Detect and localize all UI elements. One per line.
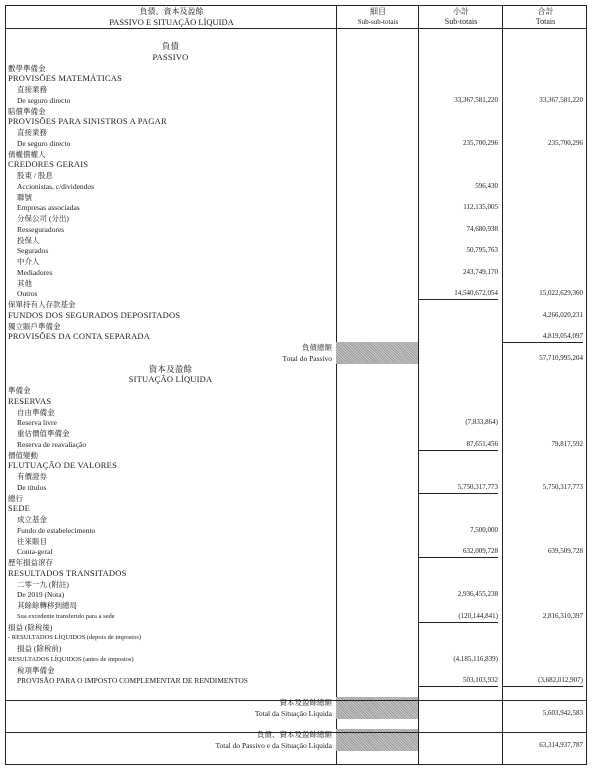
table-row	[5, 52, 587, 63]
row-label: Outros	[17, 289, 38, 299]
row-label: FUNDOS DOS SEGURADOS DEPOSITADOS	[8, 309, 181, 320]
row-label: 負債總額	[302, 343, 332, 352]
table-row	[5, 697, 587, 708]
table-row	[5, 396, 587, 407]
row-label: Total da Situação Líquida	[254, 708, 332, 718]
table-row	[5, 116, 587, 127]
table-row	[5, 579, 587, 590]
total-value: (3,682,012,907)	[502, 675, 583, 687]
table-row	[5, 267, 587, 278]
row-label: 自由準備金	[17, 407, 55, 417]
header-totais	[503, 6, 588, 29]
table-row	[5, 407, 587, 418]
table-row	[5, 342, 587, 353]
table-row	[5, 600, 587, 611]
total-value: 63,314,937,787	[539, 740, 583, 749]
row-label: De seguro directo	[17, 95, 71, 105]
table-row	[5, 729, 587, 740]
table-row	[5, 95, 587, 106]
row-label: 其餘餘轉移到總局	[17, 601, 77, 610]
section-divider	[5, 732, 587, 733]
table-row	[5, 288, 587, 299]
table-row	[5, 138, 587, 149]
row-label: 重估價值準備金	[17, 429, 70, 438]
row-label: RESULTADOS LÍQUIDOS (antes de impostos)	[8, 655, 134, 663]
header-passivo-pt: PASSIVO E SITUAÇÃO LÍQUIDA	[109, 17, 234, 27]
table-row	[5, 331, 587, 342]
row-label: 中介人	[17, 257, 40, 266]
table-row	[5, 385, 587, 396]
row-label: Accionistas, c/dividendos	[17, 181, 95, 191]
row-label: 總行	[8, 493, 23, 503]
row-label: Empresas associadas	[17, 203, 80, 213]
section-divider	[5, 700, 587, 701]
total-value: 5,750,317,773	[542, 482, 583, 491]
table-row	[5, 149, 587, 160]
table-row	[5, 417, 587, 428]
table-row	[5, 675, 587, 686]
shaded-cell	[336, 697, 418, 708]
row-label: Reserva de reavaliação	[17, 439, 87, 449]
table-row	[5, 622, 587, 633]
row-label: 賠償準備金	[8, 106, 46, 116]
row-label: De títulos	[17, 482, 47, 492]
row-label: Conta-geral	[17, 547, 53, 557]
sub-total-value: 50,795,763	[466, 246, 498, 255]
row-label: RESULTADOS TRANSITADOS	[8, 567, 127, 578]
row-label: Total do Passivo	[282, 353, 332, 363]
table-row	[5, 84, 587, 95]
row-label: 投保人	[17, 235, 40, 245]
row-label: 稅項準備金	[17, 665, 55, 675]
total-value: 2,816,310,397	[542, 611, 583, 620]
table-row	[5, 740, 587, 751]
header-sub-pt: Sub-totais	[444, 17, 478, 26]
table-row	[5, 41, 587, 52]
sub-total-value: 7,500,000	[470, 525, 498, 534]
sub-total-value: 74,680,938	[466, 224, 498, 233]
row-label: 準備金	[8, 386, 31, 395]
total-value: 5,603,942,583	[542, 708, 583, 717]
total-value: 57,710,995,204	[539, 353, 583, 362]
header-sub-totais	[419, 6, 503, 29]
table-row	[5, 428, 587, 439]
row-label: Sua excedente transferido para a sede	[17, 612, 115, 620]
row-label: Total do Passivo e da Situação Líquida	[215, 740, 332, 750]
table-row	[5, 503, 587, 514]
table-row	[5, 536, 587, 547]
table-row	[5, 202, 587, 213]
balance-sheet	[5, 5, 587, 765]
row-label: 往來賬目	[17, 536, 47, 546]
table-row	[5, 557, 587, 568]
row-label: 價值變動	[8, 450, 38, 460]
table-row	[5, 632, 587, 643]
row-label: Reserva livre	[17, 418, 57, 428]
sub-total-value: 235,700,296	[463, 138, 498, 147]
header-passivo-zh: 負債、資本及盈餘	[139, 7, 204, 16]
row-label: 分保公司 (分出)	[17, 214, 69, 223]
table-row	[5, 525, 587, 536]
row-label: 直接業務	[17, 85, 47, 94]
table-row	[5, 546, 587, 557]
table-row	[5, 643, 587, 654]
table-row	[5, 665, 587, 676]
total-value: 235,700,296	[548, 138, 583, 147]
table-row	[5, 589, 587, 600]
sub-total-value: 632,009,728	[418, 546, 498, 558]
row-label: FLUTUAÇÃO DE VALORES	[8, 460, 118, 471]
row-label: Mediadores	[17, 267, 53, 277]
row-label: Fundo de estabelecimento	[17, 525, 96, 535]
table-row	[5, 364, 587, 375]
row-label: 數學準備金	[8, 63, 46, 73]
total-value: 4,266,020,231	[542, 310, 583, 319]
sub-total-value: 5,750,317,773	[418, 482, 498, 494]
row-label: SITUAÇÃO LÍQUIDA	[128, 374, 213, 385]
table-row	[5, 353, 587, 364]
row-label: 歷年損益滾存	[8, 558, 53, 567]
row-label: Segurados	[17, 246, 49, 256]
table-row	[5, 278, 587, 289]
table-row	[5, 127, 587, 138]
table-row	[5, 181, 587, 192]
table-row	[5, 482, 587, 493]
table-row	[5, 224, 587, 235]
row-label: 二零一九 (附註)	[17, 579, 69, 589]
row-label: 資本及盈餘總額	[279, 697, 332, 707]
table-row	[5, 493, 587, 504]
row-label: 股東 / 股息	[17, 171, 53, 180]
row-label: CREDORES GERAIS	[8, 159, 89, 170]
table-row	[5, 460, 587, 471]
row-label: 有價證券	[17, 472, 47, 481]
sub-total-value: 112,135,005	[463, 203, 498, 212]
row-label: 負債、資本及盈餘總額	[257, 730, 332, 739]
table-row	[5, 514, 587, 525]
row-label: 負債	[161, 41, 180, 51]
row-label: 直接業務	[17, 128, 47, 137]
sub-total-value: 33,367,581,220	[454, 95, 498, 104]
table-row	[5, 611, 587, 622]
sub-total-value: 14,540,672,054	[418, 288, 498, 300]
table-row	[5, 106, 587, 117]
table-row	[5, 159, 587, 170]
total-value: 15,022,629,360	[539, 289, 583, 298]
header-passivo	[6, 6, 337, 29]
sub-total-value: (7,833,864)	[465, 418, 498, 427]
shaded-cell	[336, 740, 418, 751]
row-label: PROVISÕES PARA SINISTROS A PAGAR	[8, 116, 167, 127]
row-label: De 2019 (Nota)	[17, 590, 65, 600]
sub-total-value: 243,749,170	[463, 267, 498, 276]
row-label: 獨立賬戶準備金	[8, 321, 61, 331]
row-label: 損益 (除稅前)	[17, 644, 62, 653]
sub-total-value: 87,651,456	[418, 439, 498, 451]
table-row	[5, 654, 587, 665]
table-row	[5, 374, 587, 385]
row-label: 資本及盈餘	[148, 363, 193, 374]
sub-total-value: 596,430	[475, 181, 498, 190]
row-label: PROVISÕES DA CONTA SEPARADA	[8, 331, 151, 342]
row-label: PROVISÃO PARA O IMPOSTO COMPLEMENTAR DE RENDIMENTOS	[17, 676, 248, 686]
row-label: PASSIVO	[152, 51, 189, 62]
table-row	[5, 63, 587, 74]
table-row	[5, 299, 587, 310]
table-row	[5, 192, 587, 203]
row-label: RESERVAS	[8, 395, 52, 406]
row-label: De seguro directo	[17, 138, 71, 148]
shaded-cell	[336, 353, 418, 364]
total-value: 639,509,728	[548, 547, 583, 556]
table-row	[5, 256, 587, 267]
total-value: 33,367,581,220	[539, 95, 583, 104]
header-sub-zh: 小計	[453, 7, 469, 16]
table-row	[5, 73, 587, 84]
table-row	[5, 213, 587, 224]
row-label: 保單持有人存款基金	[8, 300, 76, 309]
table-row	[5, 310, 587, 321]
sub-total-value: (120,144,841)	[418, 611, 498, 623]
row-label: 損益 (除稅後)	[8, 622, 53, 632]
total-value: 79,817,592	[551, 439, 583, 448]
table-row	[5, 568, 587, 579]
row-label: Resseguradores	[17, 224, 65, 234]
row-label: 成立基金	[17, 515, 47, 524]
header-sub-sub-pt: Sub-sub-totais	[357, 18, 399, 26]
table-row	[5, 235, 587, 246]
row-label: SEDE	[8, 503, 31, 514]
shaded-cell	[336, 729, 418, 740]
row-label: 債權償權人	[8, 149, 46, 159]
row-label: 聯號	[17, 192, 32, 202]
shaded-cell	[336, 342, 418, 353]
shaded-cell	[336, 708, 418, 719]
table-row	[5, 471, 587, 482]
total-value: 4,819,054,097	[502, 331, 583, 343]
sub-total-value: 2,936,455,238	[457, 590, 498, 599]
table-row	[5, 450, 587, 461]
header-sub-sub-zh: 細目	[370, 7, 386, 16]
table-row	[5, 718, 587, 729]
row-label: - RESULTADOS LÍQUIDOS (depois de impostos)	[8, 634, 142, 642]
row-label: PROVISÕES MATEMÁTICAS	[8, 73, 123, 84]
row-label: 其他	[17, 278, 32, 288]
table-header	[5, 5, 587, 29]
table-row	[5, 439, 587, 450]
table-row	[5, 245, 587, 256]
table-row	[5, 170, 587, 181]
table-row	[5, 686, 587, 697]
header-sub-sub-totais	[337, 6, 419, 29]
sub-total-value: (4,185,116,839)	[453, 654, 498, 663]
header-totais-pt: Totais	[535, 17, 556, 26]
sub-total-value: 503,103,932	[418, 675, 498, 687]
table-row	[5, 708, 587, 719]
table-row	[5, 321, 587, 332]
header-totais-zh: 合計	[537, 7, 554, 16]
